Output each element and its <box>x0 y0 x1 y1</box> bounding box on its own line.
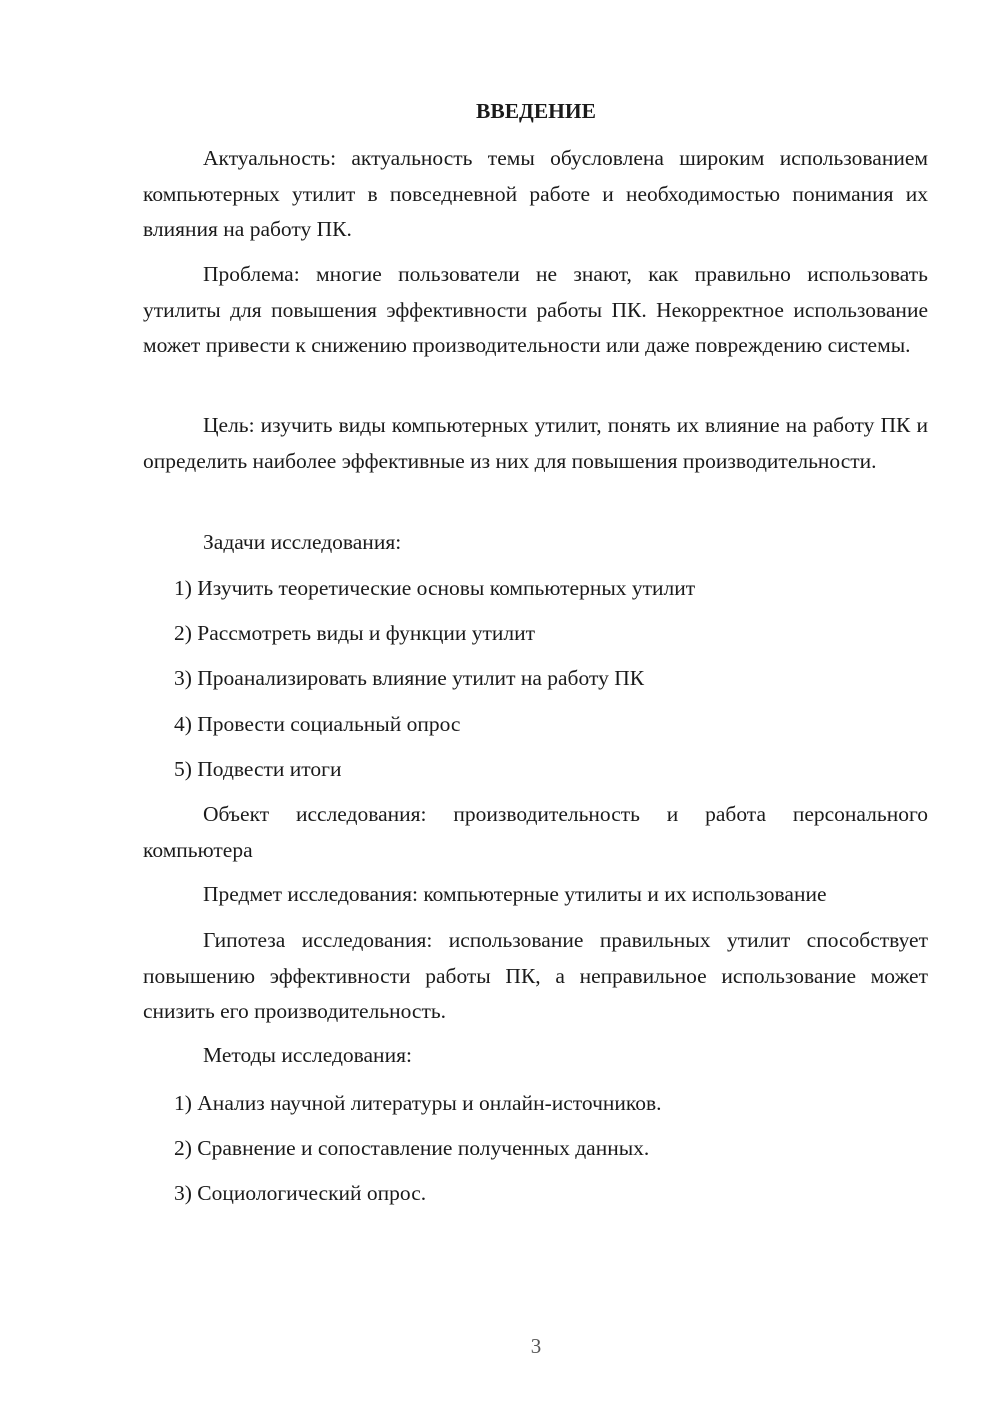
problem-paragraph: Проблема: многие пользователи не знают, как правильно использовать утилиты для повышения эффективности работы ПК. Некорректное использование может привести к снижению производительности или даже повреждению системы. <box>143 262 928 357</box>
method-item-2: 2) Сравнение и сопоставление полученных данных. <box>174 1136 650 1160</box>
relevance-paragraph: Актуальность: актуальность темы обусловлена широким использованием компьютерных утилит в повседневной работе и необходимостью понимания их влияния на работу ПК. <box>143 146 928 241</box>
section-title: ВВЕДЕНИЕ <box>476 99 596 123</box>
task-item-4: 4) Провести социальный опрос <box>174 712 461 736</box>
page-number: 3 <box>530 1334 542 1358</box>
tasks-heading: Задачи исследования: <box>203 530 402 554</box>
task-item-5: 5) Подвести итоги <box>174 757 342 781</box>
method-item-3: 3) Социологический опрос. <box>174 1181 427 1205</box>
task-item-1: 1) Изучить теоретические основы компьютерных утилит <box>174 576 696 600</box>
hypothesis-paragraph: Гипотеза исследования: использование правильных утилит способствует повышению эффективности работы ПК, а неправильное использование может снизить его производительность. <box>143 928 928 1023</box>
goal-paragraph: Цель: изучить виды компьютерных утилит, понять их влияние на работу ПК и определить наиболее эффективные из них для повышения производительности. <box>143 413 928 473</box>
object-paragraph: Объект исследования: производительность и работа персонального компьютера <box>143 802 928 862</box>
method-item-1: 1) Анализ научной литературы и онлайн-источников. <box>174 1091 662 1115</box>
task-item-3: 3) Проанализировать влияние утилит на работу ПК <box>174 666 645 690</box>
subject-paragraph: Предмет исследования: компьютерные утилиты и их использование <box>203 882 827 906</box>
methods-heading: Методы исследования: <box>203 1043 412 1067</box>
task-item-2: 2) Рассмотреть виды и функции утилит <box>174 621 536 645</box>
